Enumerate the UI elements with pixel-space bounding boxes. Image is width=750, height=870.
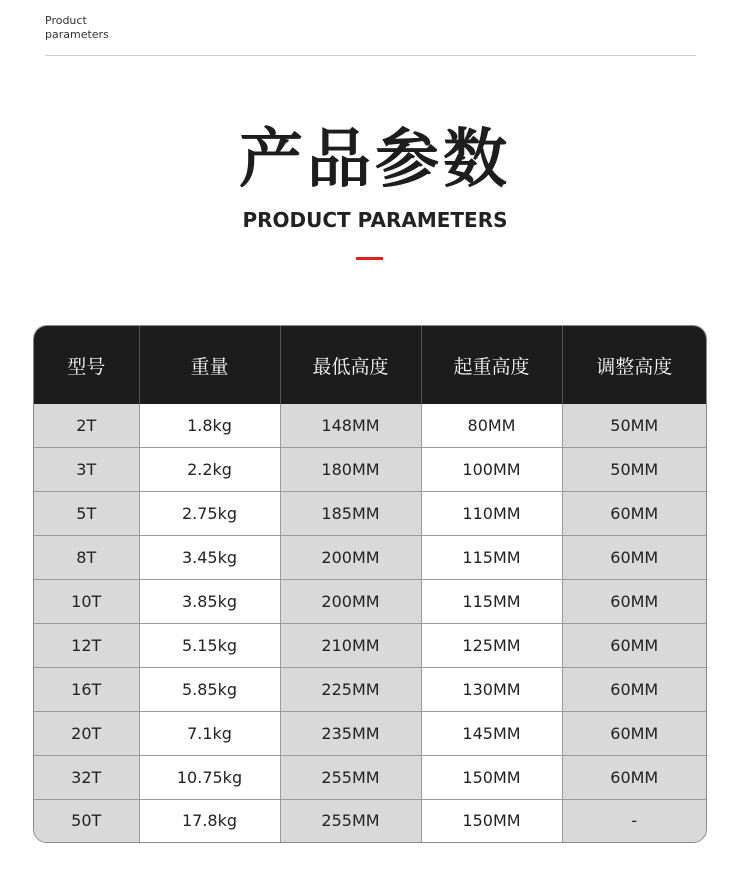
table-row [34,404,706,447]
column-header-adjust-height: 调整高度 [562,326,706,404]
cell-lift-height: 80MM [421,404,562,447]
cell-model: 5T [34,491,139,535]
cell-min-height: 255MM [280,755,421,799]
section-label [45,14,165,42]
cell-min-height: 180MM [280,447,421,491]
cell-lift-height: 115MM [421,535,562,579]
cell-weight: 2.2kg [139,447,280,491]
cell-model: 2T [34,404,139,447]
table-body [34,404,706,842]
cell-lift-height: 150MM [421,799,562,842]
cell-model: 20T [34,711,139,755]
table-row [34,447,706,491]
cell-min-height: 185MM [280,491,421,535]
cell-model: 12T [34,623,139,667]
cell-lift-height: 115MM [421,579,562,623]
cell-model: 10T [34,579,139,623]
cell-weight: 17.8kg [139,799,280,842]
cell-weight: 5.85kg [139,667,280,711]
cell-min-height: 210MM [280,623,421,667]
page-subtitle: PRODUCT PARAMETERS [242,208,508,232]
cell-weight: 2.75kg [139,491,280,535]
cell-adjust-height: 60MM [562,491,706,535]
section-label-line2: parameters [45,28,109,41]
page-title: 产品参数 [239,123,511,197]
cell-adjust-height: 50MM [562,404,706,447]
table-row [34,755,706,799]
cell-lift-height: 145MM [421,711,562,755]
cell-adjust-height: 60MM [562,667,706,711]
cell-model: 16T [34,667,139,711]
cell-model: 3T [34,447,139,491]
accent-bar [356,257,383,260]
table-row [34,799,706,842]
table-row [34,579,706,623]
cell-min-height: 200MM [280,579,421,623]
table-row [34,623,706,667]
cell-min-height: 200MM [280,535,421,579]
table-header-row [34,326,706,404]
cell-min-height: 225MM [280,667,421,711]
column-header-model: 型号 [34,326,139,404]
cell-adjust-height: 50MM [562,447,706,491]
cell-adjust-height: 60MM [562,755,706,799]
parameters-table [34,326,706,842]
cell-adjust-height: 60MM [562,623,706,667]
top-divider [45,55,696,56]
cell-lift-height: 125MM [421,623,562,667]
cell-model: 32T [34,755,139,799]
cell-lift-height: 150MM [421,755,562,799]
cell-weight: 3.85kg [139,579,280,623]
cell-weight: 10.75kg [139,755,280,799]
column-header-lift-height: 起重高度 [421,326,562,404]
cell-adjust-height: 60MM [562,535,706,579]
cell-adjust-height: 60MM [562,579,706,623]
cell-weight: 1.8kg [139,404,280,447]
table-row [34,667,706,711]
cell-model: 50T [34,799,139,842]
section-label-line1: Product [45,14,87,27]
cell-adjust-height: - [562,799,706,842]
table-row [34,491,706,535]
cell-lift-height: 100MM [421,447,562,491]
cell-weight: 5.15kg [139,623,280,667]
cell-min-height: 148MM [280,404,421,447]
column-header-min-height: 最低高度 [280,326,421,404]
column-header-weight: 重量 [139,326,280,404]
cell-weight: 3.45kg [139,535,280,579]
table-row [34,711,706,755]
cell-min-height: 255MM [280,799,421,842]
parameters-table-container [33,325,707,843]
table-row [34,535,706,579]
cell-min-height: 235MM [280,711,421,755]
cell-lift-height: 110MM [421,491,562,535]
cell-lift-height: 130MM [421,667,562,711]
cell-weight: 7.1kg [139,711,280,755]
cell-adjust-height: 60MM [562,711,706,755]
cell-model: 8T [34,535,139,579]
